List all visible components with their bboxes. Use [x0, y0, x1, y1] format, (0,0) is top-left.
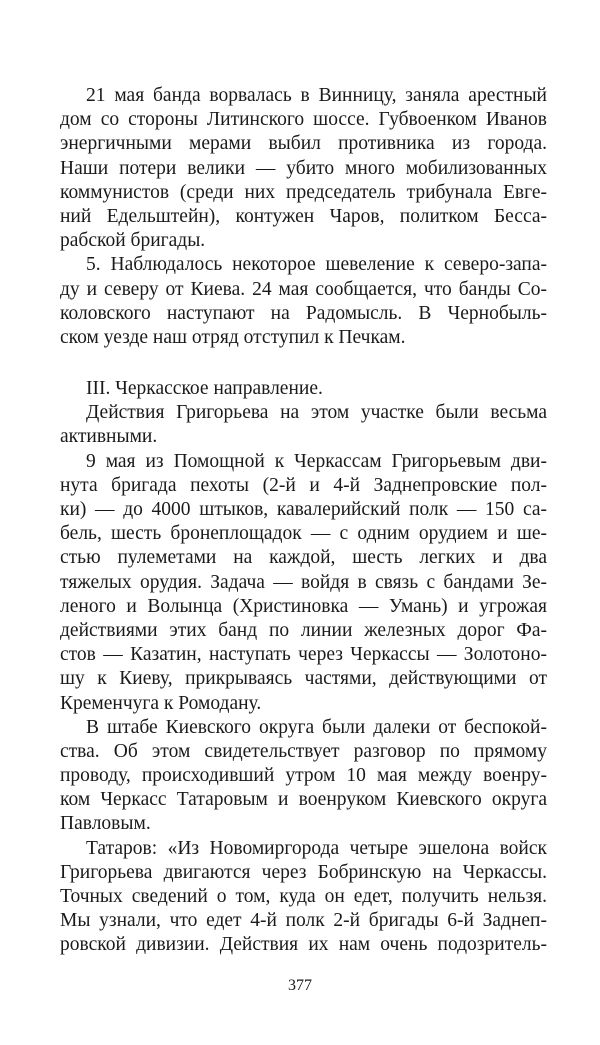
text-line: Точных сведений о том, куда он едет, получить нельзя.: [60, 886, 547, 907]
text-line: дом со стороны Литинского шоссе. Губвоенком Иванов: [60, 109, 547, 131]
text-line: Григорьева двигаются через Бобринскую на Черкассы.: [60, 861, 547, 883]
text-line: ний Едельштейн), контужен Чаров, политком Бесса-: [60, 205, 547, 227]
text-line: нута бригада пехоты (2-й и 4-й Заднепровские пол-: [60, 474, 547, 496]
text-line: ки) — до 4000 штыков, кавалерийский полк — 150 са-: [60, 499, 547, 520]
text-line: шу к Киеву, прикрываясь частями, действующими от: [60, 668, 547, 690]
text-line: 21 мая банда ворвалась в Винницу, заняла арестный: [86, 85, 547, 106]
text-line: Татаров: «Из Новомиргорода четыре эшелона войск: [86, 837, 547, 859]
text-line: ду и северу от Киева. 24 мая сообщается, что банды Со-: [60, 278, 547, 300]
page-body: [60, 84, 547, 958]
text-line: коловского наступают на Радомысль. В Чернобыль-: [60, 302, 547, 324]
text-line: энергичными мерами выбил противника из города.: [60, 133, 547, 155]
text-line: Павловым.: [60, 813, 151, 835]
text-block-vinnitsa: [60, 84, 547, 350]
text-line: Кременчуга к Ромодану.: [60, 692, 262, 714]
page-number: 377: [288, 977, 312, 994]
text-line: Мы узнали, что едет 4-й полк 2-й бригады 6-й Заднеп-: [60, 910, 547, 932]
text-line: рабской бригады.: [60, 230, 206, 252]
section-gap: [60, 350, 547, 377]
text-line: коммунистов (среди них председатель трибунала Евге-: [60, 181, 547, 203]
text-line: ком Черкасс Татаровым и военруком Киевского округа: [60, 789, 547, 811]
text-line: В штабе Киевского округа были далеки от беспокой-: [86, 716, 547, 738]
text-line: леного и Волынца (Христиновка — Умань) и угрожая: [60, 595, 547, 617]
text-line: бель, шесть бронеплощадок — с одним орудием и ше-: [60, 523, 547, 545]
text-line: III. Черкасское направление.: [86, 378, 323, 400]
text-line: действиями этих банд по линии железных дорог Фа-: [60, 619, 547, 641]
text-line: проводу, происходивший утром 10 мая между военру-: [60, 765, 547, 787]
text-line: Действия Григорьева на этом участке были весьма: [86, 402, 547, 424]
text-line: стью пулеметами на каждой, шесть легких и два: [60, 547, 547, 569]
text-line: 5. Наблюдалось некоторое шевеление к северо-запа-: [86, 254, 547, 276]
text-line: ства. Об этом свидетельствует разговор по прямому: [60, 740, 547, 762]
text-line: стов — Казатин, наступать через Черкассы — Золотоно-: [60, 644, 547, 666]
text-line: ровской дивизии. Действия их нам очень подозритель-: [60, 934, 547, 956]
text-line: тяжелых орудия. Задача — войдя в связь с бандами Зе-: [60, 571, 547, 593]
text-block-cherkassy: [60, 377, 547, 958]
text-line: активными.: [60, 426, 158, 448]
text-line: ском уезде наш отряд отступил к Печкам.: [60, 326, 406, 348]
text-line: 9 мая из Помощной к Черкассам Григорьевым дви-: [86, 450, 547, 472]
text-line: Наши потери велики — убито много мобилизованных: [60, 157, 547, 179]
